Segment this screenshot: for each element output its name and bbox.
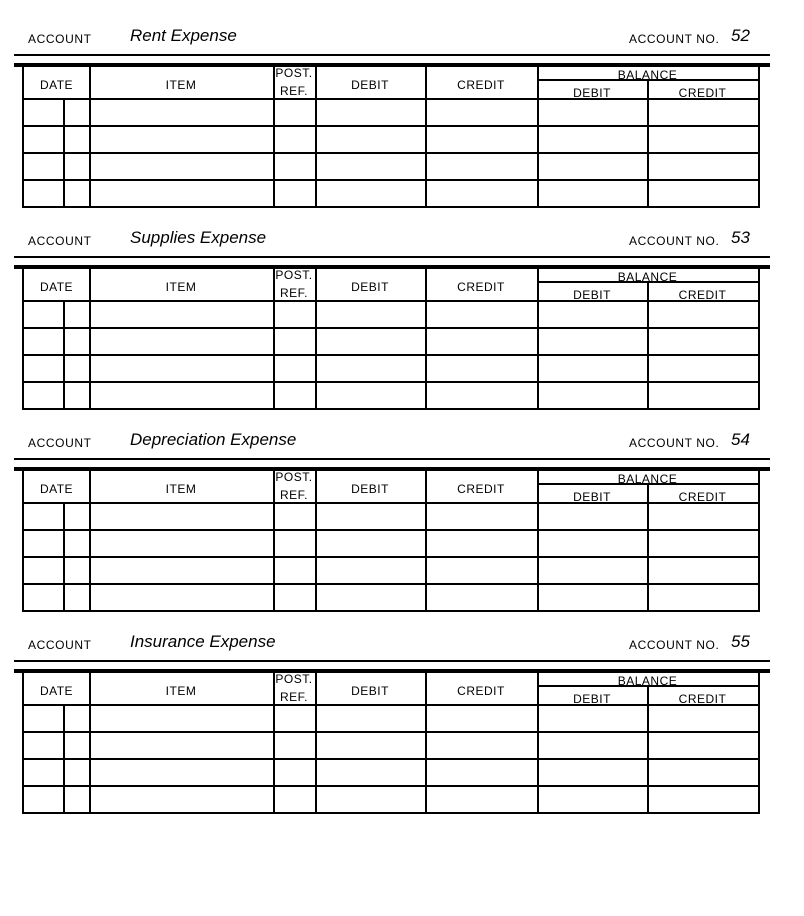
post-header: POST. [275, 470, 313, 484]
ledger-table [22, 66, 760, 208]
post-header: POST. [275, 672, 313, 686]
balance-header: BALANCE [617, 270, 678, 284]
balance-debit-header: DEBIT [573, 692, 611, 706]
row-divider [24, 785, 758, 787]
account-label: ACCOUNT [28, 234, 92, 248]
row-divider [24, 125, 758, 127]
account-number: 52 [731, 26, 750, 45]
account-label: ACCOUNT [28, 638, 92, 652]
balance-credit-header: CREDIT [678, 86, 727, 100]
account-number-label: ACCOUNT NO. [629, 32, 720, 46]
balance-credit-header: CREDIT [678, 692, 727, 706]
item-header: ITEM [165, 78, 197, 92]
ledger-account-0 [0, 0, 804, 190]
account-name: Insurance Expense [130, 632, 276, 651]
row-divider [24, 327, 758, 329]
debit-header: DEBIT [351, 280, 389, 294]
debit-header: DEBIT [351, 482, 389, 496]
account-number-label: ACCOUNT NO. [629, 638, 720, 652]
header-rule [14, 458, 770, 460]
account-number: 54 [731, 430, 750, 449]
account-number-label: ACCOUNT NO. [629, 234, 720, 248]
row-divider [24, 152, 758, 154]
balance-header: BALANCE [617, 68, 678, 82]
row-divider [24, 758, 758, 760]
date-header: DATE [39, 482, 74, 496]
account-label: ACCOUNT [28, 436, 92, 450]
ref-header: REF. [279, 690, 308, 704]
row-divider [24, 354, 758, 356]
row-divider [24, 731, 758, 733]
row-divider [24, 529, 758, 531]
row-divider [24, 556, 758, 558]
credit-header: CREDIT [457, 684, 505, 698]
account-name: Supplies Expense [130, 228, 267, 247]
ledger-table [22, 672, 760, 814]
row-divider [24, 583, 758, 585]
account-label: ACCOUNT [28, 32, 92, 46]
item-header: ITEM [165, 280, 197, 294]
ledger-account-3 [0, 606, 804, 796]
credit-header: CREDIT [457, 482, 505, 496]
account-number: 55 [731, 632, 750, 651]
header-rule [14, 54, 770, 56]
balance-header: BALANCE [617, 674, 678, 688]
ledger-table [22, 268, 760, 410]
post-header: POST. [275, 268, 313, 282]
ref-header: REF. [279, 488, 308, 502]
date-header: DATE [39, 78, 74, 92]
ledger-account-2 [0, 404, 804, 594]
header-rule [14, 256, 770, 258]
post-header: POST. [275, 66, 313, 80]
date-header: DATE [39, 684, 74, 698]
balance-header: BALANCE [617, 472, 678, 486]
ledger-account-1 [0, 202, 804, 392]
item-header: ITEM [165, 684, 197, 698]
balance-credit-header: CREDIT [678, 288, 727, 302]
ledger-table [22, 470, 760, 612]
credit-header: CREDIT [457, 280, 505, 294]
account-name: Depreciation Expense [130, 430, 297, 449]
balance-debit-header: DEBIT [573, 288, 611, 302]
credit-header: CREDIT [457, 78, 505, 92]
ref-header: REF. [279, 286, 308, 300]
date-header: DATE [39, 280, 74, 294]
debit-header: DEBIT [351, 78, 389, 92]
debit-header: DEBIT [351, 684, 389, 698]
account-number: 53 [731, 228, 750, 247]
balance-credit-header: CREDIT [678, 490, 727, 504]
balance-debit-header: DEBIT [573, 86, 611, 100]
row-divider [24, 381, 758, 383]
account-name: Rent Expense [130, 26, 237, 45]
balance-debit-header: DEBIT [573, 490, 611, 504]
row-divider [24, 179, 758, 181]
account-number-label: ACCOUNT NO. [629, 436, 720, 450]
ref-header: REF. [279, 84, 308, 98]
header-rule [14, 660, 770, 662]
item-header: ITEM [165, 482, 197, 496]
